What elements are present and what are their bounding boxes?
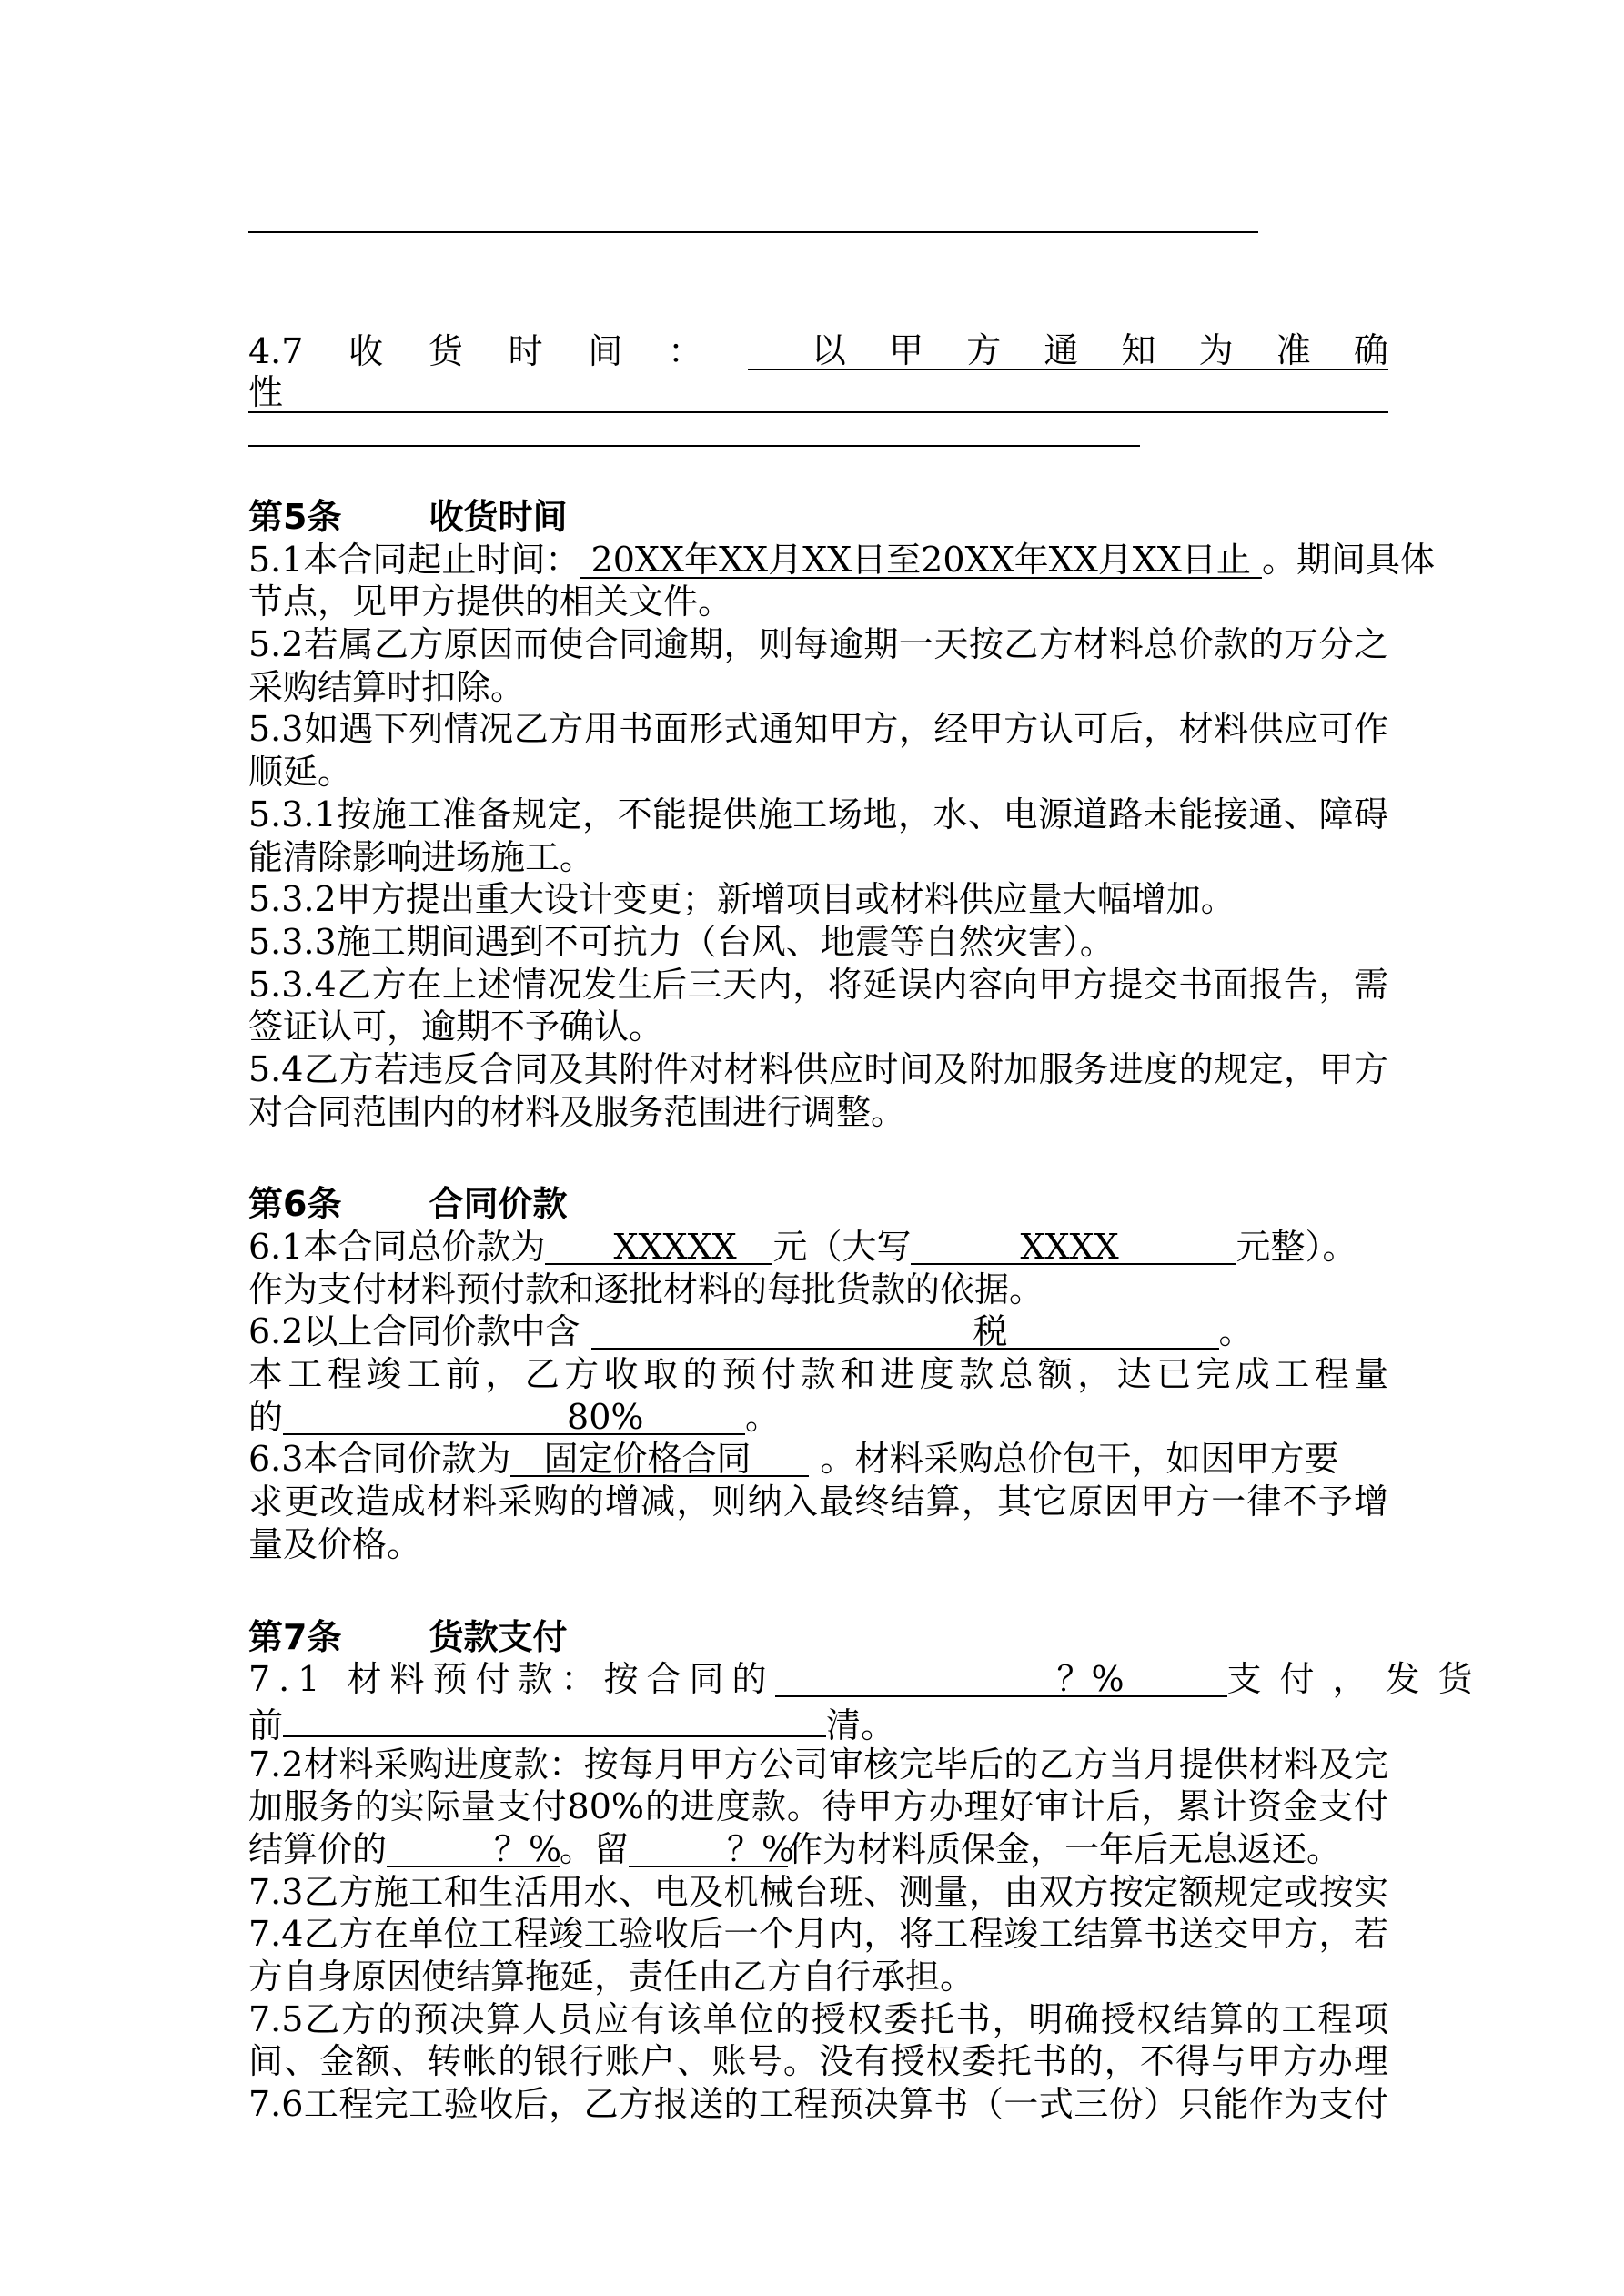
clause-line: 求更改造成材料采购的增减，则纳入最终结算，其它原因甲方一律不予增 [248, 1482, 1388, 1522]
contract-period-field[interactable]: 20XX年XX月XX日至20XX年XX月XX日止 [580, 539, 1262, 580]
clause-4-7-cont [248, 373, 1388, 413]
clause-7-1 [248, 1658, 1491, 1701]
section-title: 货款支付 [429, 1616, 568, 1657]
clause-line: 节点，见甲方提供的相关文件。 [248, 582, 733, 622]
text: 5.1本合同起止时间： [248, 539, 580, 580]
text: 。留 [560, 1828, 630, 1869]
total-price-words-field[interactable]: XXXX [911, 1229, 1236, 1265]
text: 6.1本合同总价款为 [248, 1227, 546, 1267]
clause-line: 签证认可，逾期不予确认。 [248, 1006, 664, 1047]
text: 为 [1198, 330, 1234, 370]
clause-line: 7.5乙方的预决算人员应有该单位的授权委托书，明确授权结算的工程项 [248, 1998, 1388, 2039]
clause-line: 7.6工程完工验收后，乙方报送的工程预决算书（一式三份）只能作为支付 [248, 2084, 1388, 2125]
section-number: 第7条 [248, 1616, 342, 1657]
text: 作为材料质保金，一年后无息返还。 [788, 1828, 1342, 1869]
text: 准 [1276, 330, 1311, 370]
clause-line: 能清除影响进场施工。 [248, 836, 595, 877]
text: 6.3本合同价款为 [248, 1439, 511, 1480]
section-number: 第6条 [248, 1184, 342, 1225]
clause-4-7-line [248, 330, 1388, 373]
clause-line: 5.3.2甲方提出重大设计变更；新增项目或材料供应量大幅增加。 [248, 879, 1236, 920]
clause-line: 5.2若属乙方原因而使合同逾期，则每逾期一天按乙方材料总价款的万分之 [248, 624, 1388, 665]
text: 货 [428, 331, 463, 371]
price-type-field[interactable]: 固定价格合同 [510, 1441, 809, 1477]
text: 。材料采购总价包干，如因甲方要 [820, 1439, 1339, 1480]
clause-line: 5.4乙方若违反合同及其附件对材料供应时间及附加服务进度的规定，甲方 [248, 1048, 1388, 1089]
contract-body [248, 496, 1491, 2126]
clause-line: 5.3.4乙方在上述情况发生后三天内，将延误内容向甲方提交书面报告，需 [248, 964, 1388, 1005]
clause-line: 对合同范围内的材料及服务范围进行调整。 [248, 1091, 906, 1132]
clause-6-3 [248, 1438, 1388, 1481]
text: 前 [248, 1704, 284, 1745]
clause-5-1 [248, 539, 1435, 582]
retention-percent-field[interactable]: ？% [629, 1831, 788, 1867]
clause-line: 5.3.1按施工准备规定，不能提供施工场地，水、电源道路未能接通、障碍 [248, 794, 1388, 834]
total-price-field[interactable]: XXXXX [545, 1229, 772, 1265]
text: 结算价的 [248, 1828, 388, 1869]
text: 。 [745, 1396, 781, 1437]
text: 4.7 [248, 331, 304, 371]
text: 清。 [826, 1704, 896, 1745]
section-5-heading [248, 496, 1388, 539]
clause-line: 采购结算时扣除。 [248, 666, 526, 707]
clause-7-1-cont [248, 1701, 1388, 1744]
text: 。期间具体 [1261, 539, 1435, 580]
text: 确 [1353, 330, 1388, 370]
text: 间 [588, 331, 623, 371]
text: 支付，发货 [1226, 1659, 1491, 1700]
text: 性 [248, 371, 284, 412]
text: 知 [1121, 330, 1156, 370]
clause-line: 5.3如遇下列情况乙方用书面形式通知甲方，经甲方认可后，材料供应可作 [248, 709, 1388, 750]
text: 元（大写 [772, 1227, 912, 1267]
text: 7.1 材料预付款：按合同的 [248, 1659, 775, 1700]
tax-field[interactable]: 税 [591, 1313, 1219, 1350]
clause-line: 7.4乙方在单位工程竣工验收后一个月内，将工程竣工结算书送交甲方，若 [248, 1914, 1388, 1955]
clause-line: 作为支付材料预付款和逐批材料的每批货款的依据。 [248, 1269, 1044, 1310]
clause-line: 7.3乙方施工和生活用水、电及机械台班、测量，由双方按定额规定或按实 [248, 1871, 1388, 1912]
clause-line: 量及价格。 [248, 1523, 422, 1564]
clause-7-2-percent [248, 1828, 1388, 1871]
clause-line: 本工程竣工前，乙方收取的预付款和进度款总额，达已完成工程量 [248, 1354, 1388, 1395]
text: 。 [1218, 1311, 1254, 1352]
receipt-time-field[interactable] [748, 332, 1388, 370]
clause-line: 顺延。 [248, 752, 353, 793]
text: 甲 [889, 330, 924, 370]
section-7-heading [248, 1616, 1388, 1659]
advance-payment-percent-field[interactable]: ？% [775, 1661, 1227, 1697]
clause-line: 5.3.3施工期间遇到不可抗力（台风、地震等自然灾害）。 [248, 921, 1115, 962]
clause-4-7 [248, 330, 1388, 413]
section-title: 收货时间 [429, 497, 568, 537]
text: 通 [1044, 330, 1079, 370]
section-number: 第5条 [248, 497, 342, 537]
clause-line: 间、金额、转帐的银行账户、账号。没有授权委托书的，不得与甲方办理 [248, 2041, 1388, 2082]
section-6-heading [248, 1183, 1388, 1226]
text: ： [668, 331, 703, 371]
clause-line: 方自身原因使结算拖延，责任由乙方自行承担。 [248, 1957, 975, 1997]
text: 方 [966, 330, 1002, 370]
progress-payment-percent-field[interactable]: 80% [283, 1399, 745, 1435]
text: 收 [348, 331, 384, 371]
clause-6-1 [248, 1226, 1388, 1269]
text: 以 [811, 330, 846, 370]
clause-6-2 [248, 1310, 1388, 1353]
text: 6.2以上合同价款中含 [248, 1311, 580, 1352]
blank-line-rule [248, 445, 1140, 447]
clause-line: 7.2材料采购进度款：按每月甲方公司审核完毕后的乙方当月提供材料及完 [248, 1744, 1388, 1785]
clause-line: 加服务的实际量支付80%的进度款。待甲方办理好审计后，累计资金支付 [248, 1786, 1388, 1827]
text: 时 [508, 331, 543, 371]
text: 元整）。 [1236, 1227, 1357, 1267]
advance-clear-field[interactable] [283, 1701, 826, 1737]
settlement-percent-field[interactable]: ？% [387, 1831, 560, 1867]
section-title: 合同价款 [429, 1184, 568, 1225]
blank-line-rule [248, 231, 1258, 233]
clause-6-2-percent [248, 1396, 1388, 1439]
text: 的 [248, 1396, 284, 1437]
